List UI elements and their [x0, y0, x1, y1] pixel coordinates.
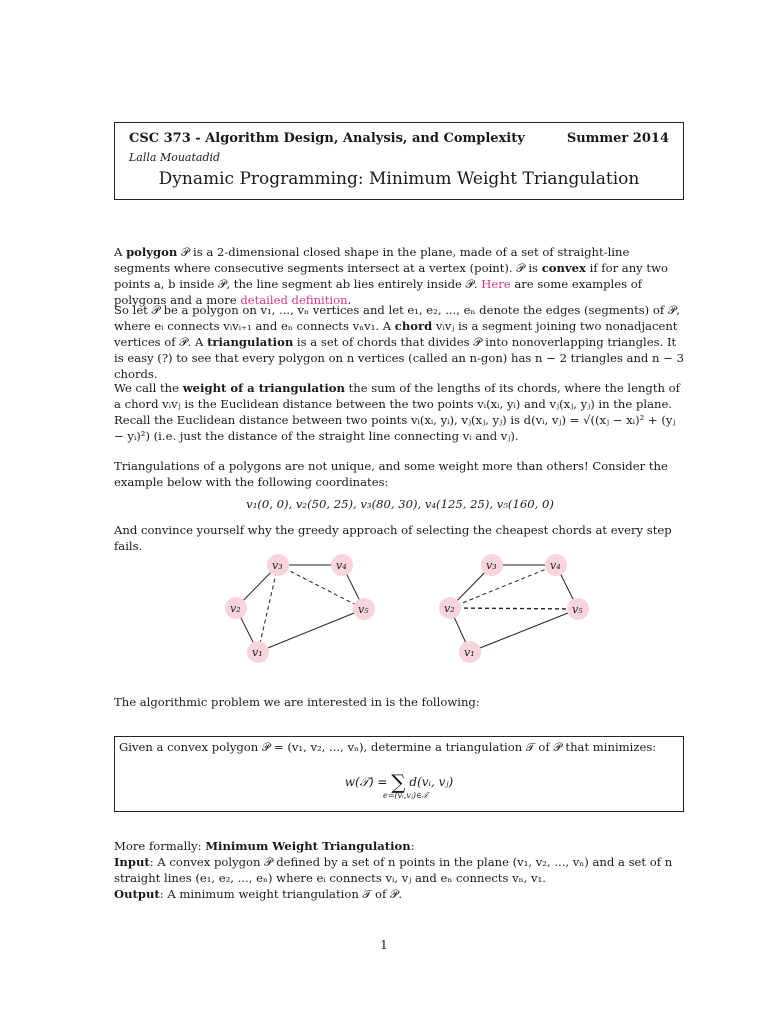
text: is a set of chords that divides 𝒫 into nonoverlapping triangles. It is easy (?) to see that every polygon on n vertices (called an n-gon) has n − 2 triangles and n − 3 chords.	[114, 335, 684, 381]
text: .	[347, 293, 352, 307]
output-text: : A minimum weight triangulation 𝒯 of 𝒫.	[159, 887, 403, 901]
formula-lhs: w(𝒯) =	[344, 775, 392, 789]
document-title: Dynamic Programming: Minimum Weight Triangulation	[158, 169, 640, 189]
label-v4: v₄	[550, 559, 561, 572]
paragraph-problem-intro: The algorithmic problem we are interested in is the following:	[114, 695, 480, 709]
term-convex: convex	[541, 261, 586, 275]
triangulation-diagrams	[200, 548, 620, 668]
paragraph-weight	[114, 380, 686, 444]
text: So let 𝒫 be a polygon on v₁, ..., vₙ vertices and let e₁, e₂, ..., eₙ denote the edges (segments) of 𝒫, where eᵢ connects vᵢvᵢ₊₁ and eₙ connects vₙv₁. A	[114, 303, 680, 333]
label-v2: v₂	[444, 602, 455, 615]
paragraph-chord	[114, 302, 686, 382]
label-v3: v₃	[486, 559, 497, 572]
here-link[interactable]: Here	[481, 277, 511, 291]
right-triangulation	[439, 554, 589, 663]
text: 𝒫 is a 2-dimensional closed shape in the plane, made of a set of straight-line segments where consecutive segments intersect at a vertex (point). 𝒫 is	[114, 245, 630, 275]
course-title: CSC 373 - Algorithm Design, Analysis, and Complexity	[129, 131, 525, 146]
paragraph-greedy: And convince yourself why the greedy approach of selecting the cheapest chords at every step fails.	[114, 523, 672, 553]
term-triangulation: triangulation	[207, 335, 294, 349]
formal-definition	[114, 838, 686, 902]
label-v2: v₂	[230, 602, 241, 615]
label-v5: v₅	[358, 603, 369, 616]
text: A	[114, 245, 127, 259]
objective-formula	[115, 767, 683, 794]
label-v5: v₅	[572, 603, 583, 616]
term-polygon: polygon	[126, 245, 178, 259]
sum-symbol: ∑	[391, 770, 406, 794]
label-v3: v₃	[272, 559, 283, 572]
text: the sum of the lengths of its chords, where the length of a chord vᵢvⱼ is the Euclidean distance between the two points vᵢ(xᵢ, yᵢ) and vⱼ(xⱼ, yⱼ) in the plane. Recall the Euclidean distance between two points vᵢ(xᵢ, yᵢ), vⱼ(xⱼ, yⱼ) is d(vᵢ, vⱼ) = √((xⱼ − xᵢ)² + (yⱼ − yᵢ)²) (i.e. just the distance of the straight line connecting vᵢ and vⱼ).	[114, 381, 680, 443]
text: More formally:	[114, 839, 206, 853]
header-box	[114, 122, 684, 200]
paragraph-example: Triangulations of a polygons are not unique, and some weight more than others! Consider the example below with the following coordinates:	[114, 459, 668, 489]
output-label: Output	[114, 887, 160, 901]
page-number: 1	[380, 938, 388, 952]
label-v1: v₁	[252, 646, 263, 659]
text: vᵢvⱼ is a segment joining two nonadjacent vertices of 𝒫. A	[114, 319, 678, 349]
term-weight: weight of a triangulation	[182, 381, 345, 395]
formula-rhs: d(vᵢ, vⱼ)	[405, 775, 454, 789]
problem-box	[114, 736, 684, 812]
term-label: Summer 2014	[566, 131, 669, 146]
left-triangulation	[225, 554, 375, 663]
input-label: Input	[114, 855, 150, 869]
term-chord: chord	[394, 319, 433, 333]
text: if for any two points a, b inside 𝒫, the line segment ab lies entirely inside 𝒫.	[114, 261, 668, 291]
label-v1: v₁	[464, 646, 475, 659]
detailed-definition-link[interactable]: detailed definition	[240, 293, 348, 307]
coordinates: v₁(0, 0), v₂(50, 25), v₃(80, 30), v₄(125, 25), v₅(160, 0)	[246, 497, 554, 511]
problem-statement: Given a convex polygon 𝒫 = (v₁, v₂, ..., vₙ), determine a triangulation 𝒯 of 𝒫 that minimizes:	[119, 740, 657, 754]
problem-name: Minimum Weight Triangulation	[205, 839, 411, 853]
label-v4: v₄	[336, 559, 347, 572]
text: are some examples of polygons and a more	[114, 277, 643, 307]
sum-subscript: e=(vᵢ,vⱼ)∈𝒯	[383, 791, 429, 800]
text: :	[410, 839, 415, 853]
text: We call the	[114, 381, 183, 395]
input-text: : A convex polygon 𝒫 defined by a set of n points in the plane (v₁, v₂, ..., vₙ) and a set of n straight lines (e₁, e₂, ..., eₙ) where eᵢ connects vᵢ, vⱼ and eₙ connects vₙ, v₁.	[114, 855, 673, 885]
author-name: Lalla Mouatadid	[129, 151, 221, 164]
paragraph-polygon	[114, 244, 686, 308]
